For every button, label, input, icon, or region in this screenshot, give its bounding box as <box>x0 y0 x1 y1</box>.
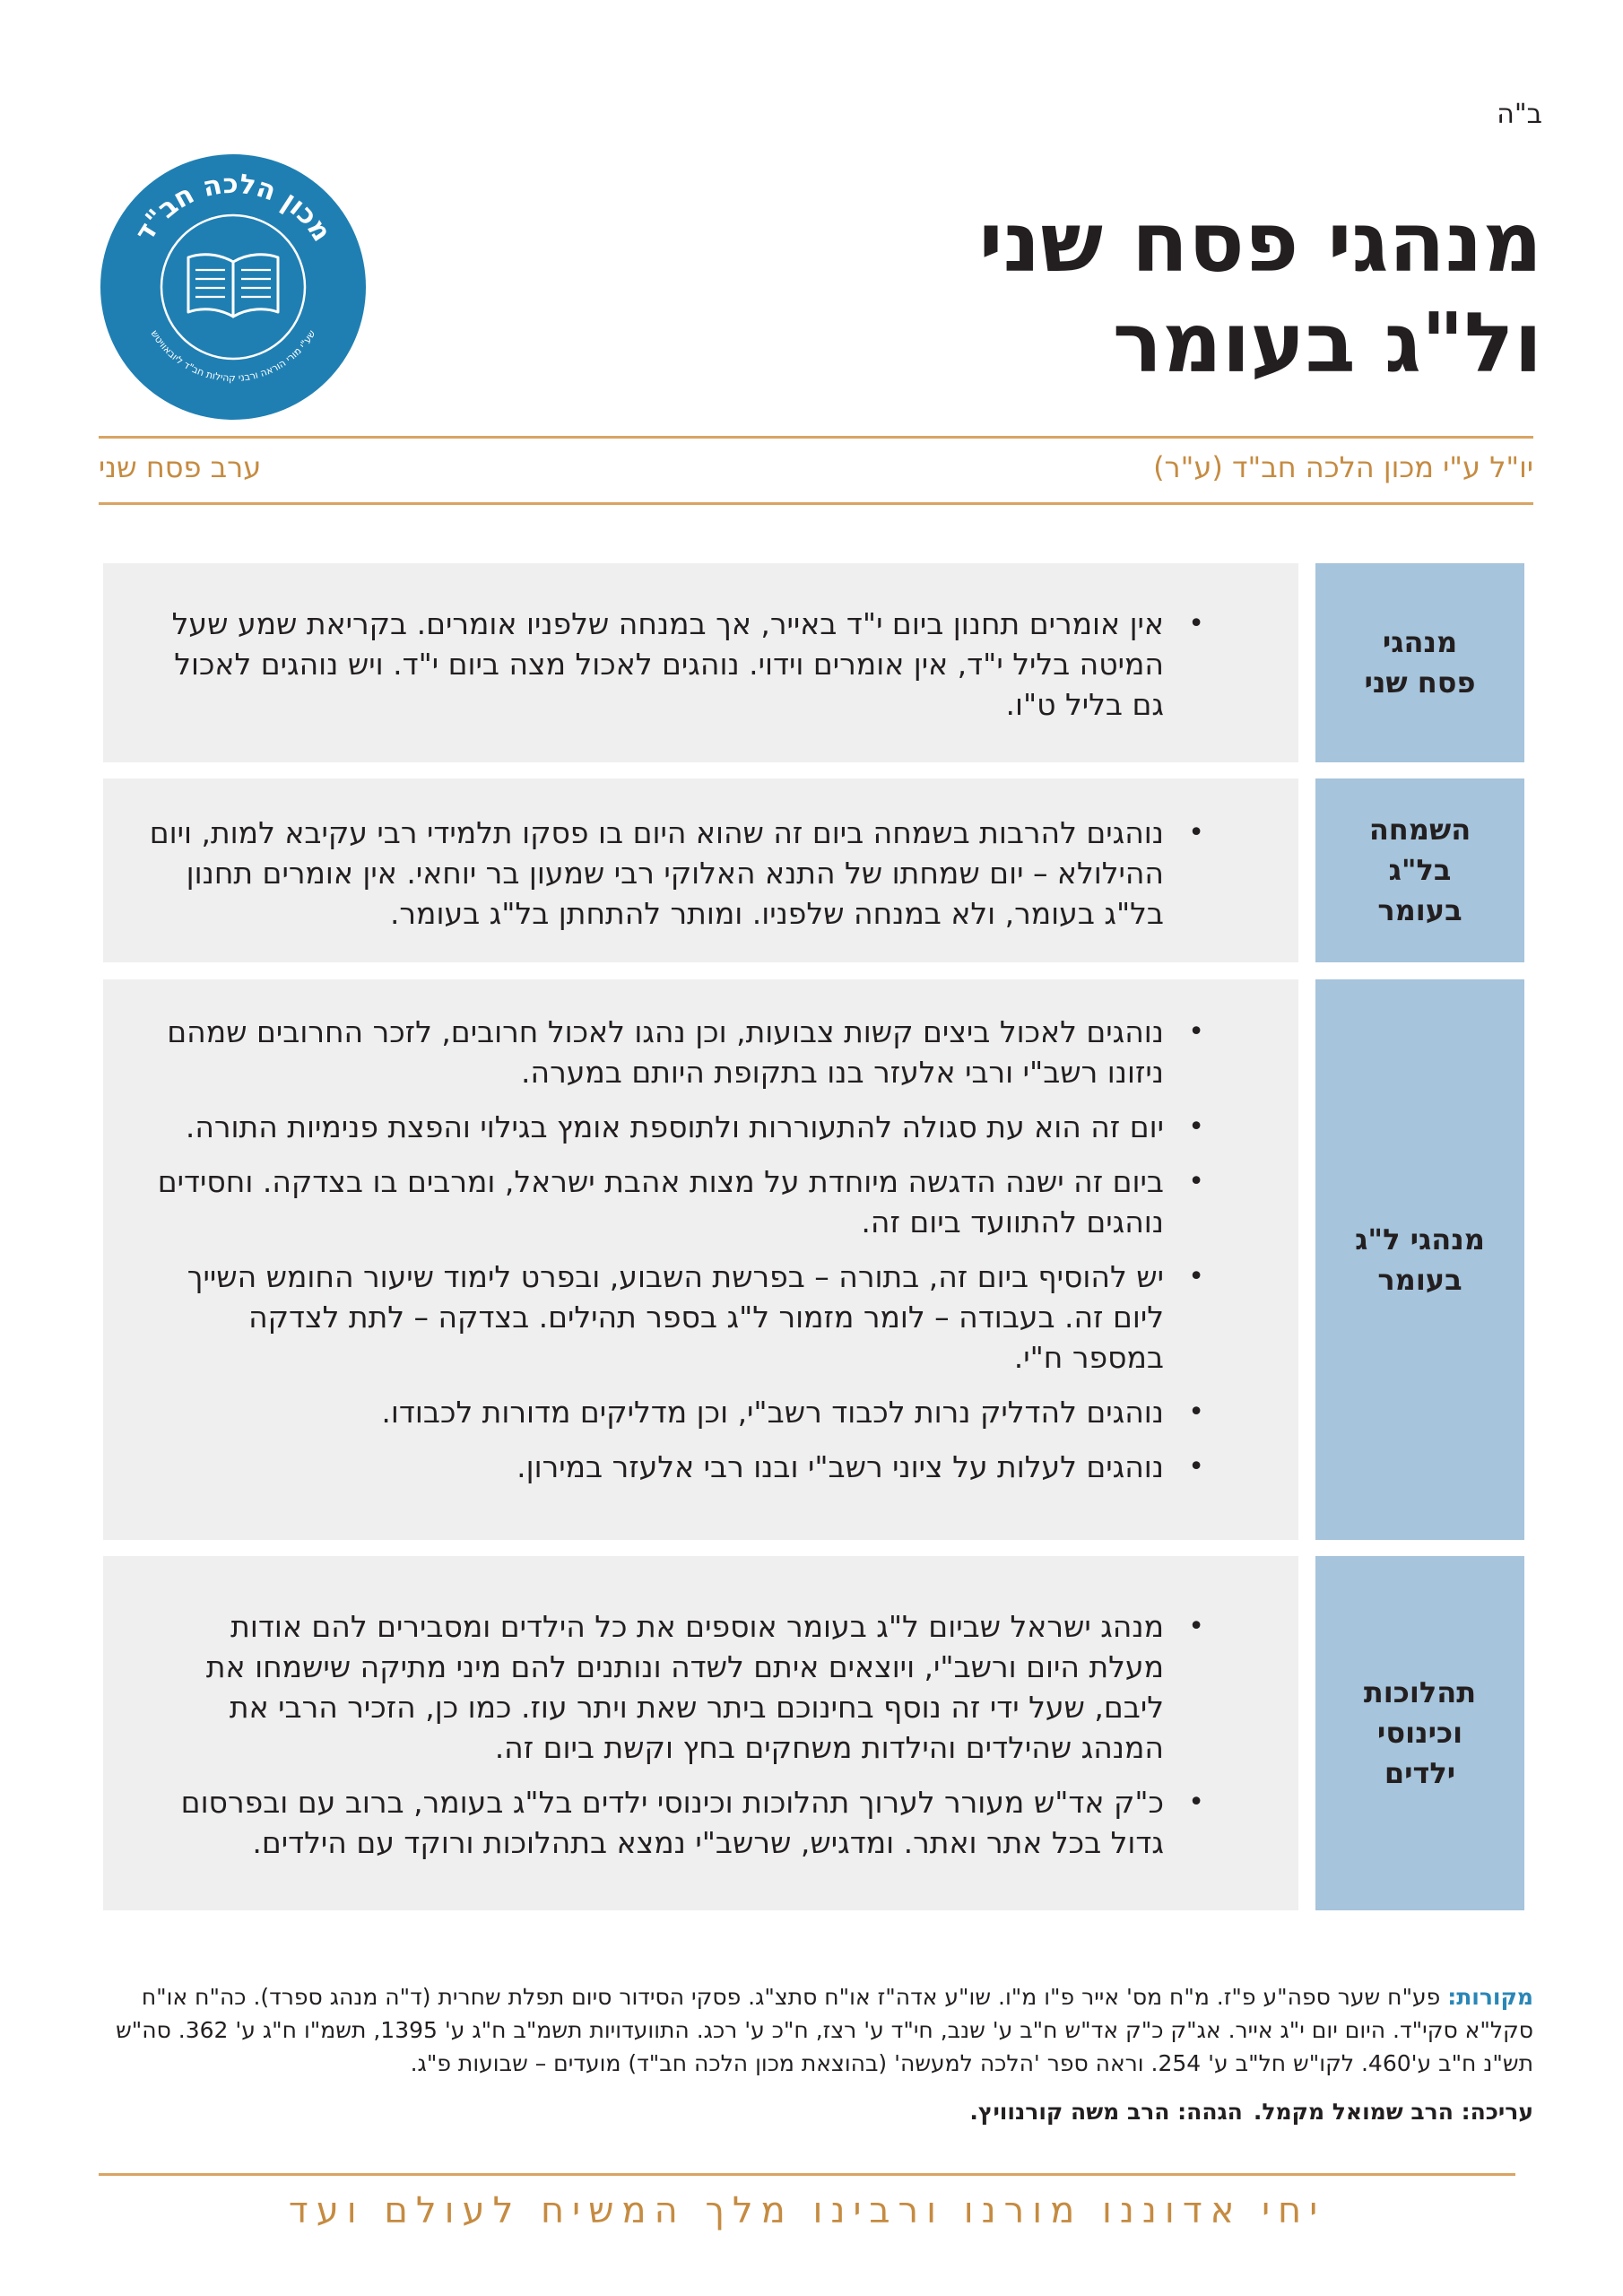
header-rule-top <box>99 436 1533 439</box>
section-body <box>103 778 1298 962</box>
footer-rule <box>99 2173 1515 2176</box>
section-label-line: וכינוסי <box>1376 1716 1463 1750</box>
section-minhagei-lag-baomer <box>103 979 1524 1540</box>
credit-reviewer: הגהה: הרב משה קורנוויץ. <box>969 2099 1243 2125</box>
section-label-line: בעומר <box>1377 1262 1462 1297</box>
section-body <box>103 979 1298 1540</box>
section-body <box>103 563 1298 762</box>
section-list <box>148 1606 1204 1877</box>
credit-editor: עריכה: הרב שמואל מקמל. <box>1253 2099 1533 2125</box>
list-item: • כ"ק אד"ש מעורר לערוך תהלוכות וכינוסי ילדים בל"ג בעומר, ברוב עם ובפרסום גדול בכל אתר ואתר. ומדגיש, שרשב"י נמצא בתהלוכות ורוקד עם הילדים. <box>148 1782 1204 1863</box>
seal-outer-text: מכון הלכה חב"ד <box>128 168 338 248</box>
list-item: • נוהגים להרבות בשמחה ביום זה שהוא היום בו פסקו תלמידי רבי עקיבא למות, ויום ההילולא – יום שמחתו של התנא האלוקי רבי שמעון בר יוחאי. אין אומרים תחנון בל"ג בעומר, ולא במנחה שלפניו. ומותר להתחתן בל"ג בעומר. <box>148 813 1204 934</box>
date-label: ערב פסח שני <box>99 450 262 484</box>
page-title <box>556 193 1542 394</box>
list-item: • יש להוסיף ביום זה, בתורה – בפרשת השבוע, ובפרט לימוד שיעור החומש השייך ליום זה. בעבודה – לומר מזמור ל"ג בספר תהילים. בצדקה – לתת לצדקה במספר ח"י. <box>148 1257 1204 1378</box>
list-item: • יום זה הוא עת סגולה להתעוררות ולתוספת אומץ בגילוי והפצת פנימיות התורה. <box>148 1107 1204 1147</box>
section-label-line: מנהגי <box>1382 625 1458 659</box>
list-item: • אין אומרים תחנון ביום י"ד באייר, אך במנחה שלפניו אומרים. בקריאת שמע שעל המיטה בליל י"ד, אין אומרים וידוי. נוהגים לאכול מצה ביום י"ד. ויש נוהגים לאכול גם בליל ט"ו. <box>148 604 1204 725</box>
section-simcha-lag-baomer <box>103 778 1524 962</box>
title-line-1: מנהגי פסח שני <box>978 195 1542 291</box>
section-body <box>103 1556 1298 1910</box>
section-label <box>1315 979 1524 1540</box>
footer-slogan: יחי אדוננו מורנו ורבינו מלך המשיח לעולם ועד <box>288 2190 1326 2231</box>
section-label <box>1315 778 1524 962</box>
section-list <box>148 1012 1204 1501</box>
credits-line <box>99 2099 1533 2125</box>
bh-mark: ב"ה <box>1497 99 1542 130</box>
seal-inner-text: שע"י מורי הוראה ורבני קהילות חב"ד ליובאוויטש <box>148 327 318 385</box>
section-list <box>148 604 1204 739</box>
publisher-line: יו"ל ע"י מכון הלכה חב"ד (ע"ר) <box>1153 450 1533 484</box>
section-label-line: פסח שני <box>1364 665 1476 700</box>
sources-label: מקורות: <box>1447 1984 1533 2010</box>
section-label-line: ילדים <box>1384 1756 1456 1790</box>
section-list <box>148 813 1204 948</box>
section-label-line: בל"ג <box>1388 853 1452 887</box>
institute-seal-logo <box>99 152 368 422</box>
list-item: • נוהגים לעלות על ציוני רשב"י ובנו רבי אלעזר במירון. <box>148 1447 1204 1487</box>
section-label-line: בעומר <box>1377 893 1462 927</box>
sources-text: פע"ח שער ספה"ע פ"ז. מ"ח מס' אייר פ"ו מ"ו. שו"ע אדה"ז או"ח סתצ"ג. פסקי הסידור סיום תפלת שחרית (ד"ה מנהג ספרד). כה"ח או"ח סקל"א סקי"ד. היום יום י"ג אייר. אג"ק כ"ק אד"ש ח"ב ע' שנב, חי"ד ע' רצז, ח"כ ע' רכג. התוועדויות תשמ"ב ח"ג ע' 1395, תשמ"ו ח"ג ע' 362. סה"ש תש"נ ח"ב ע'460. לקו"ש חל"ב ע' 254. וראה ספר 'הלכה למעשה' (בהוצאת מכון הלכה חב"ד) מועדים – שבועות פ"ג. <box>116 1984 1533 2076</box>
header-rule-bottom <box>99 502 1533 505</box>
section-label-line: השמחה <box>1368 813 1471 847</box>
sources-block <box>81 1980 1533 2080</box>
title-line-2: ול"ג בעומר <box>1112 295 1542 391</box>
section-label-line: תהלוכות <box>1363 1675 1477 1709</box>
section-label <box>1315 1556 1524 1910</box>
section-label <box>1315 563 1524 762</box>
list-item: • נוהגים לאכול ביצים קשות צבועות, וכן נהגו לאכול חרובים, לזכר החרובים שמהם ניזונו רשב"י ורבי אלעזר בנו בתקופת היותם במערה. <box>148 1012 1204 1092</box>
section-pesach-sheni <box>103 563 1524 762</box>
section-label-line: מנהגי ל"ג <box>1355 1222 1485 1257</box>
list-item: • מנהג ישראל שביום ל"ג בעומר אוספים את כל הילדים ומסבירים להם אודות מעלת היום ורשב"י, ויוצאים איתם לשדה ונותנים להם מיני מתיקה שישמחו את ליבם, שעל ידי זה נוסף בחינוכם ביתר שאת ויתר עוז. כמו כן, הזכיר הרבי את המנהג שהילדים והילדות משחקים בחץ וקשת ביום זה. <box>148 1606 1204 1768</box>
section-parades-children <box>103 1556 1524 1910</box>
list-item: • נוהגים להדליק נרות לכבוד רשב"י, וכן מדליקים מדורות לכבודו. <box>148 1392 1204 1432</box>
list-item: • ביום זה ישנה הדגשה מיוחדת על מצות אהבת ישראל, ומרבים בו בצדקה. וחסידים נוהגים להתוועד ביום זה. <box>148 1161 1204 1242</box>
